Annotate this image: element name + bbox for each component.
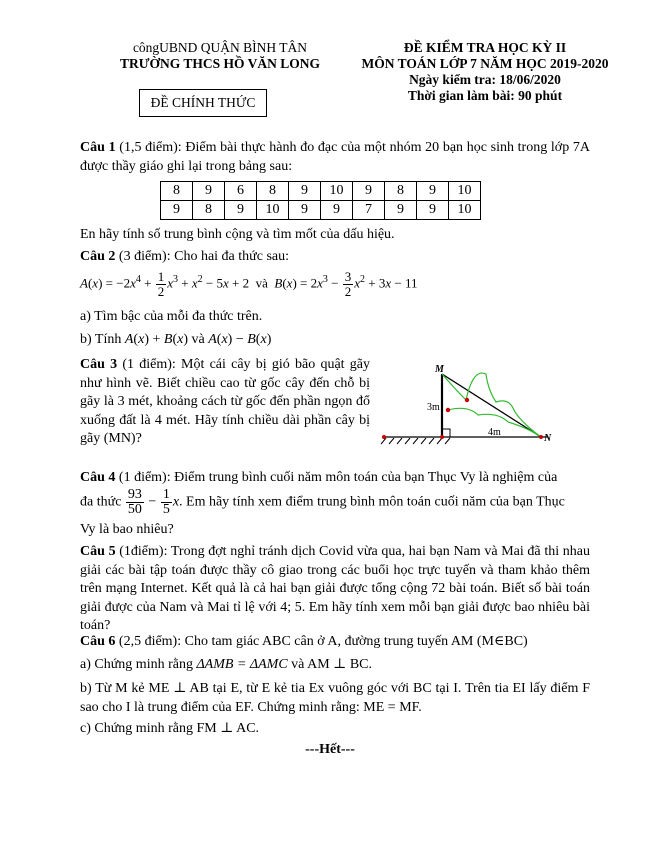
label-n: N [544,433,552,444]
q1-body: (1,5 điểm): Điểm bài thực hành đo đạc của một nhóm 20 bạn học sinh trong lớp 7A được thầy giáo ghi lại trong bảng sau: [80,140,590,174]
q3-body: (1 điểm): Một cái cây bị gió bão quật gãy như hình vẽ. Biết chiều cao từ gốc cây đến chỗ bị gãy là 3 mét, khoảng cách từ gốc đến phần ngọn đổ xuống đất là 4 mét. Hãy tính chiều dài phần cây bị gãy (MN)? [80,357,370,446]
q2-part-a: a) Tìm bậc của mỗi đa thức trên. [80,309,263,324]
q6-part-a [80,656,590,675]
q2-part-b-and: và [191,332,205,347]
table-row [161,201,481,220]
exam-date: Ngày kiểm tra: 18/06/2020 [409,72,561,87]
q2-text [80,248,590,267]
table-cell: 9 [321,201,353,220]
table-cell: 10 [257,201,289,220]
q4-line3: Vy là bao nhiêu? [80,522,174,537]
table-cell: 9 [289,182,321,201]
score-table [160,181,481,220]
q6-part-b: b) Từ M kẻ ME ⊥ AB tại E, từ E kẻ tia Ex vuông góc với BC tại I. Trên tia EI lấy điểm F sao cho I là trung điểm của EF. Chứng minh rằng: ME = MF. [80,681,590,715]
and-word: và [255,275,268,291]
exam-duration: Thời gian làm bài: 90 phút [407,88,563,103]
end-marker: ---Hết--- [305,742,355,757]
q4-line2: đa thức $\frac{93}{50}$ − $\frac{1}{5}$ x. Em hãy tính xem điểm trung bình môn toán cuối năm của bạn Thục [80,487,565,517]
q2-body: (3 điểm): Cho hai đa thức sau: [115,249,290,264]
q3-label: Câu 3 [80,357,118,372]
table-cell: 7 [353,201,385,220]
q2-part-b: b) Tính A(x) + B(x) và A(x) − B(x) [80,332,272,347]
label-m: M [435,364,444,375]
table-cell: 10 [449,182,481,201]
table-cell: 8 [161,182,193,201]
table-cell: 9 [385,201,417,220]
q4-suffix: . Em hãy tính xem điểm trung bình môn toán cuối năm của bạn Thục [179,494,565,510]
table-cell: 8 [193,201,225,220]
table-cell: 8 [257,182,289,201]
q3-text [80,356,370,449]
q2-part-b-prefix: b) Tính [80,332,122,347]
table-cell: 6 [225,182,257,201]
table-cell: 10 [449,201,481,220]
q1-followup: En hãy tính số trung bình cộng và tìm mốt của dấu hiệu. [80,227,395,242]
school-district: côngUBND QUẬN BÌNH TÂN [132,40,308,55]
q4-body: (1 điểm): Điểm trung bình cuối năm môn toán của bạn Thục Vy là nghiệm của [115,470,558,485]
q1-text [80,139,590,176]
exam-title: ĐỀ KIỂM TRA HỌC KỲ II [403,40,567,55]
q6-part-c: c) Chứng minh rằng FM ⊥ AC. [80,721,260,736]
q5-text [80,543,590,636]
table-cell: 9 [417,182,449,201]
q6-part-a-suffix: và AM ⊥ BC. [287,657,373,672]
q4-label: Câu 4 [80,470,116,485]
q1-label: Câu 1 [80,140,116,155]
official-label: ĐỀ CHÍNH THỨC [139,89,267,117]
table-cell: 9 [225,201,257,220]
q6-part-a-math: ΔAMB = ΔAMC [196,657,288,672]
label-4m: 4m [488,427,501,438]
q5-label: Câu 5 [80,544,116,559]
school-name: TRƯỜNG THCS HỒ VĂN LONG [119,56,321,71]
table-cell: 8 [385,182,417,201]
exam-subject: MÔN TOÁN LỚP 7 NĂM HỌC 2019-2020 [361,56,609,71]
label-3m: 3m [427,402,440,413]
table-cell: 9 [417,201,449,220]
q5-body: (1điểm): Trong đợt nghỉ tránh dịch Covid vừa qua, hai bạn Nam và Mai đã thi nhau giải các bài tập toán được thầy cô giao trong các buổi học trực tuyến và tham khảo thêm trên mạng Internet. Kết quả là cả hai bạn giải được tổng cộng 72 bài toán. Biết số bài toán giải được của Nam và Mai tỉ lệ với 4; 5. Em hãy tính xem mỗi bạn giải được bao nhiêu bài toán? [80,544,590,633]
q6-text [80,633,590,652]
tree-figure [378,360,558,450]
q6-body: (2,5 điểm): Cho tam giác ABC cân ở A, đường trung tuyến AM (M∈BC) [115,634,528,649]
q4-line1 [80,469,590,488]
q6-part-a-prefix: a) Chứng minh rằng [80,657,193,672]
table-cell: 9 [289,201,321,220]
table-cell: 10 [321,182,353,201]
q2-polynomials: $A(x) = -2x^4$ + $\frac{1}{2}$ $x^3 + x^2 - 5x + 2$ và $B(x) = 2x^3$ − $\frac{3}{2}$ $x^2 + 3x - 11$ [80,269,418,299]
q6-label: Câu 6 [80,634,116,649]
poly-a: A [80,275,88,291]
poly-b: B [274,275,283,291]
table-row [161,182,481,201]
table-cell: 9 [353,182,385,201]
table-cell: 9 [193,182,225,201]
table-cell: 9 [161,201,193,220]
q4-prefix: đa thức [80,494,122,510]
q2-label: Câu 2 [80,249,116,264]
